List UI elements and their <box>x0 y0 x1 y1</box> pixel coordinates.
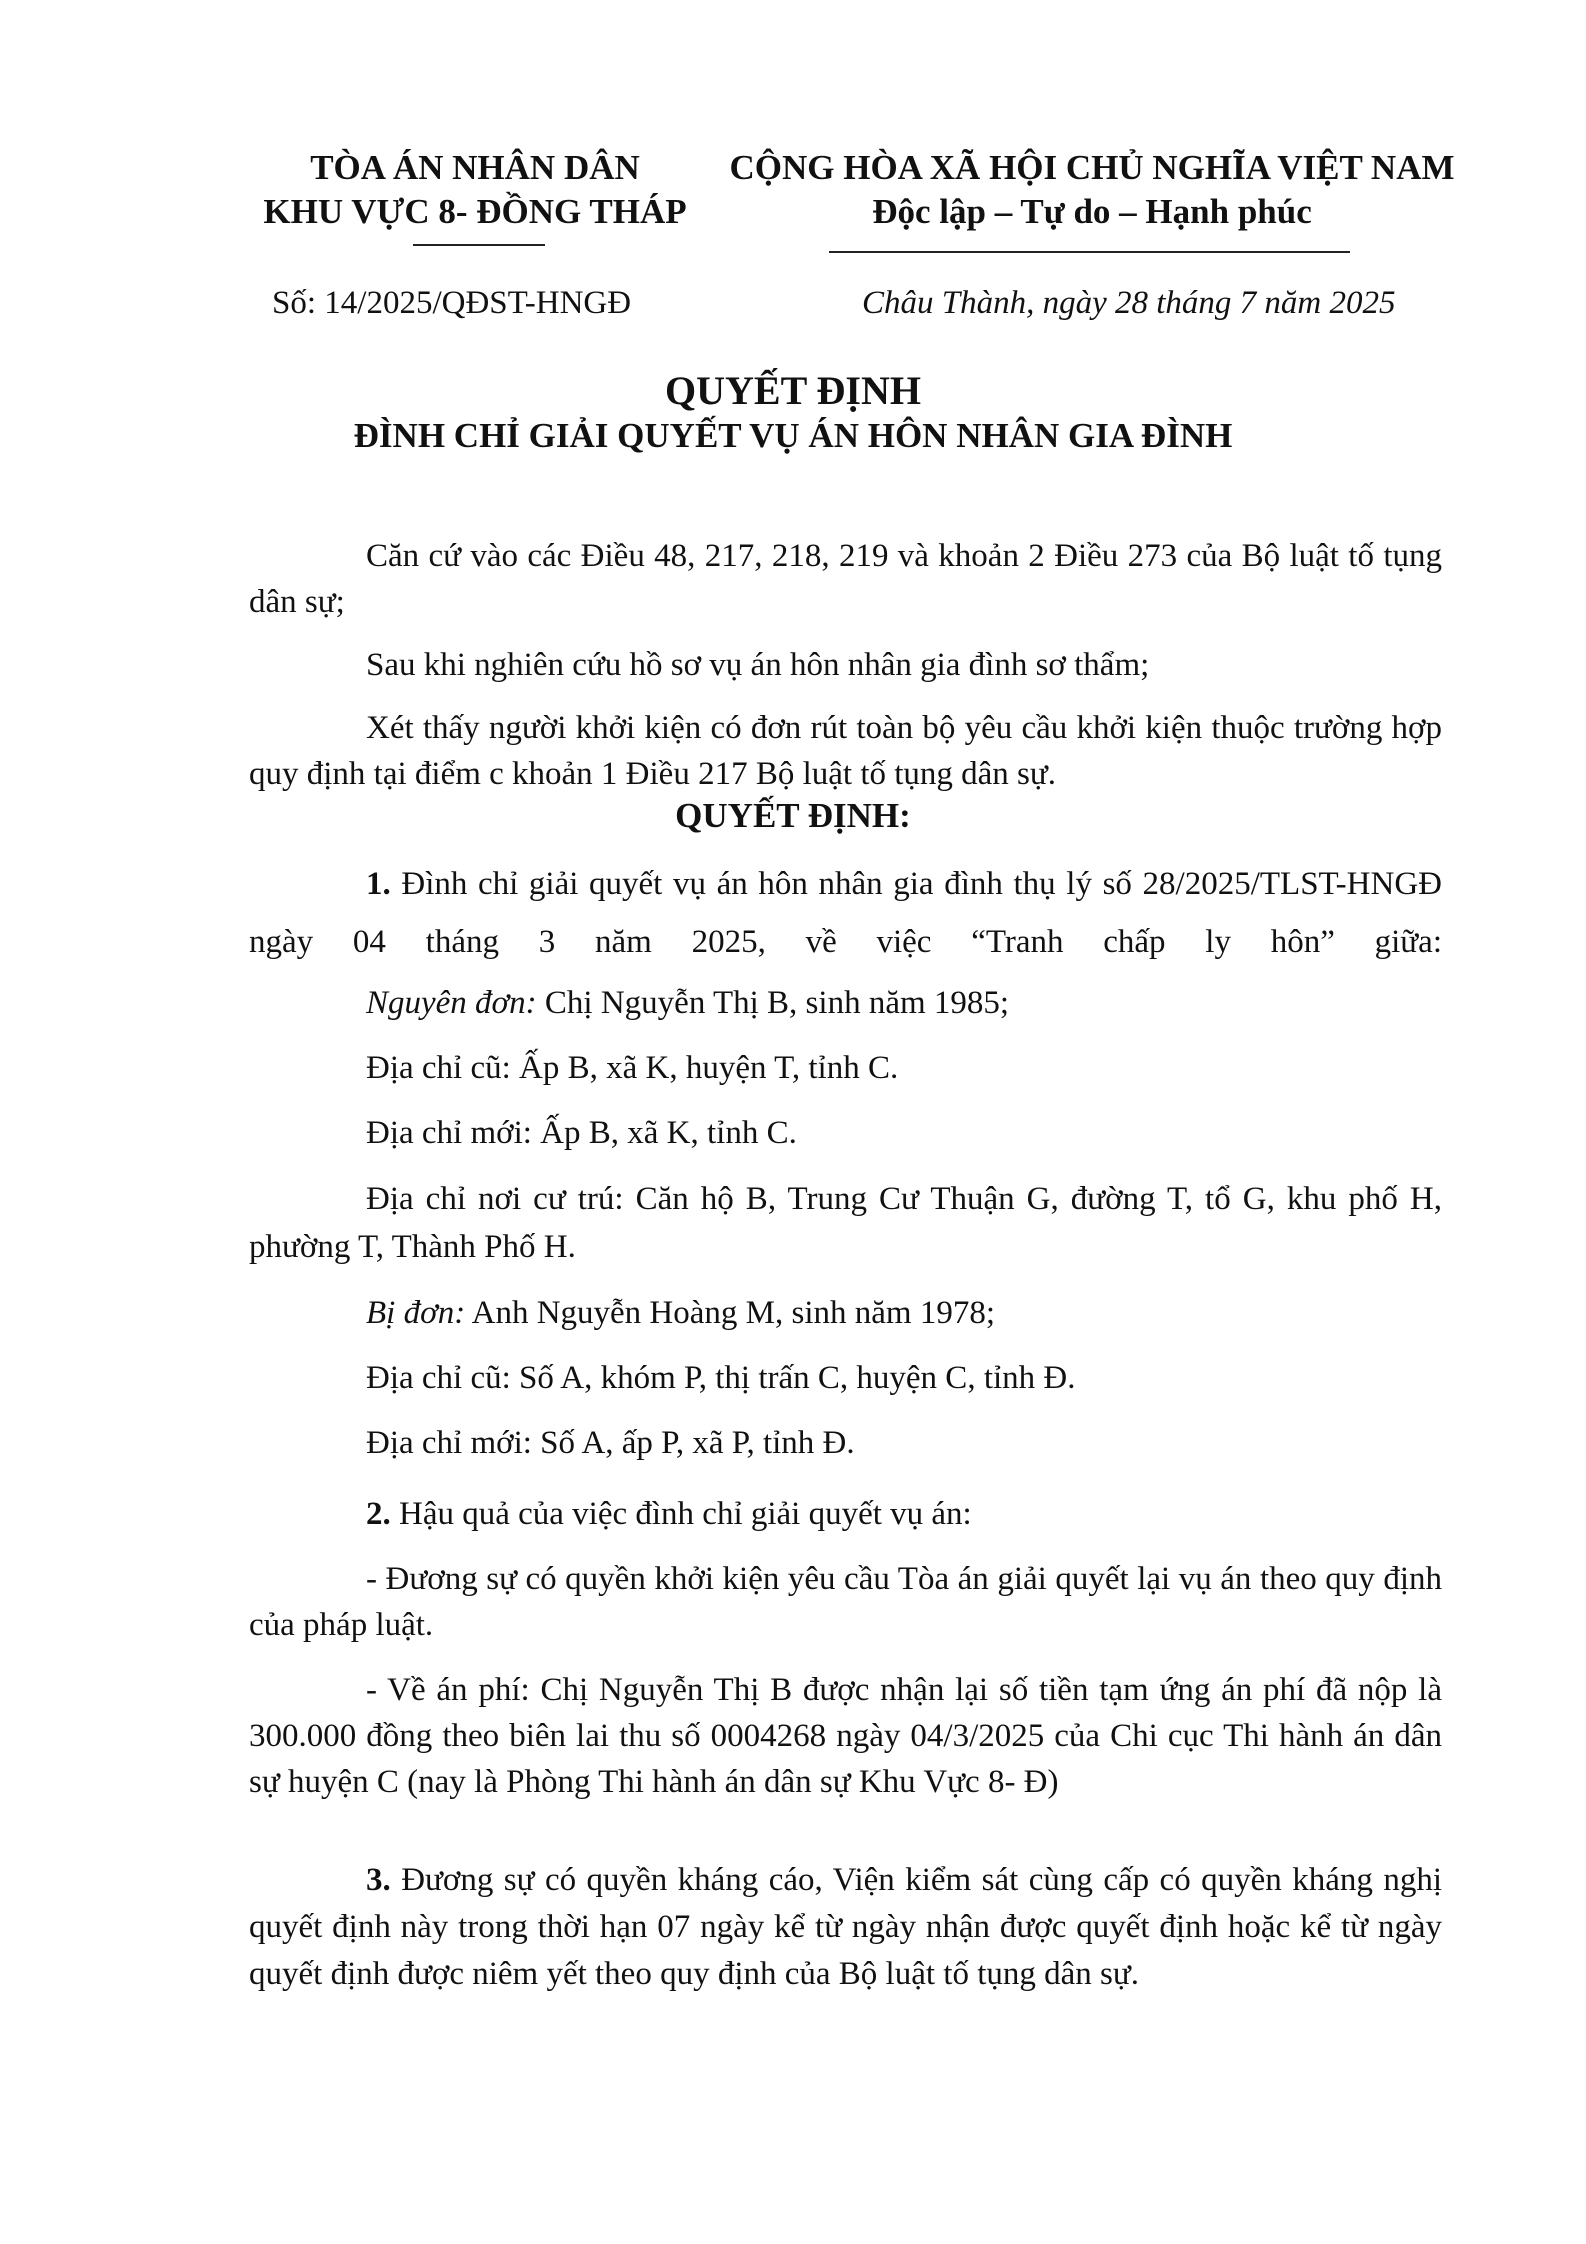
defendant-new-address: Địa chỉ mới: Số A, ấp P, xã P, tỉnh Đ. <box>366 1425 855 1461</box>
plaintiff-label: Nguyên đơn: <box>366 985 537 1021</box>
document-number: Số: 14/2025/QĐST-HNGĐ <box>272 285 632 321</box>
plaintiff-residence: Địa chỉ nơi cư trú: Căn hộ B, Trung Cư Thuận G, đường T, tổ G, khu phố H, phường T, Thành Phố H. <box>249 1181 1442 1265</box>
motto-underline <box>829 251 1350 253</box>
item-2-bullet-1: - Đương sự có quyền khởi kiện yêu cầu Tòa án giải quyết lại vụ án theo quy định của pháp luật. <box>249 1561 1442 1643</box>
item-1 <box>249 855 1442 971</box>
item-3-text <box>249 1857 1442 1998</box>
decision-heading: QUYẾT ĐỊNH: <box>675 796 911 835</box>
country-name: CỘNG HÒA XÃ HỘI CHỦ NGHĨA VIỆT NAM <box>729 148 1455 187</box>
defendant-label: Bị đơn: <box>366 1295 466 1331</box>
motto: Độc lập – Tự do – Hạnh phúc <box>872 192 1312 231</box>
defendant-value: Anh Nguyễn Hoàng M, sinh năm 1978; <box>465 1295 995 1331</box>
item-3-body: Đương sự có quyền kháng cáo, Viện kiểm sát cùng cấp có quyền kháng nghị quyết định này trong thời hạn 07 ngày kể từ ngày nhận được quyết định hoặc kể từ ngày quyết định được niêm yết theo quy định của Bộ luật tố tụng dân sự. <box>249 1862 1442 1992</box>
document-subtitle: ĐÌNH CHỈ GIẢI QUYẾT VỤ ÁN HÔN NHÂN GIA ĐÌNH <box>353 416 1233 455</box>
plaintiff-line <box>249 980 1442 1026</box>
plaintiff-value: Chị Nguyễn Thị B, sinh năm 1985; <box>536 985 1010 1021</box>
plaintiff-new-address: Địa chỉ mới: Ấp B, xã K, tỉnh C. <box>366 1115 797 1151</box>
item-1-number: 1. <box>366 866 391 902</box>
parties <box>249 980 1442 1466</box>
defendant-old-address: Địa chỉ cũ: Số A, khóm P, thị trấn C, huyện C, tỉnh Đ. <box>366 1360 1076 1396</box>
preamble-legal-basis: Căn cứ vào các Điều 48, 217, 218, 219 và khoản 2 Điều 273 của Bộ luật tố tụng dân sự; <box>249 538 1442 620</box>
preamble-finding: Xét thấy người khởi kiện có đơn rút toàn bộ yêu cầu khởi kiện thuộc trường hợp quy định tại điểm c khoản 1 Điều 217 Bộ luật tố tụng dân sự. <box>249 710 1442 792</box>
item-3 <box>249 1857 1442 1998</box>
item-2-bullet-2: - Về án phí: Chị Nguyễn Thị B được nhận lại số tiền tạm ứng án phí đã nộp là 300.000 đồng theo biên lai thu số 0004268 ngày 04/3/2025 của Chi cục Thi hành án dân sự huyện C (nay là Phòng Thi hành án dân sự Khu Vực 8- Đ) <box>249 1672 1442 1800</box>
item-2-number: 2. <box>366 1496 391 1532</box>
item-2-body: Hậu quả của việc đình chỉ giải quyết vụ án: <box>390 1496 972 1532</box>
court-name <box>240 146 710 234</box>
national-motto <box>722 146 1462 234</box>
item-1-text <box>249 855 1442 971</box>
place-date: Châu Thành, ngày 28 tháng 7 năm 2025 <box>862 285 1396 321</box>
item-2 <box>249 1491 1442 1805</box>
preamble-review: Sau khi nghiên cứu hồ sơ vụ án hôn nhân gia đình sơ thẩm; <box>366 647 1150 683</box>
court-name-line2: KHU VỰC 8- ĐỒNG THÁP <box>263 192 687 231</box>
document-title: QUYẾT ĐỊNH <box>665 368 921 413</box>
item-2-text <box>249 1491 1442 1537</box>
court-underline <box>413 244 545 246</box>
item-1-body: Đình chỉ giải quyết vụ án hôn nhân gia đình thụ lý số 28/2025/TLST-HNGĐ ngày 04 tháng 3 năm 2025, về việc “Tranh chấp ly hôn” giữa: <box>249 866 1442 960</box>
item-3-number: 3. <box>366 1862 391 1898</box>
plaintiff-old-address: Địa chỉ cũ: Ấp B, xã K, huyện T, tỉnh C. <box>366 1050 899 1086</box>
preamble <box>249 533 1442 797</box>
court-name-line1: TÒA ÁN NHÂN DÂN <box>310 148 640 187</box>
defendant-line <box>249 1290 1442 1336</box>
